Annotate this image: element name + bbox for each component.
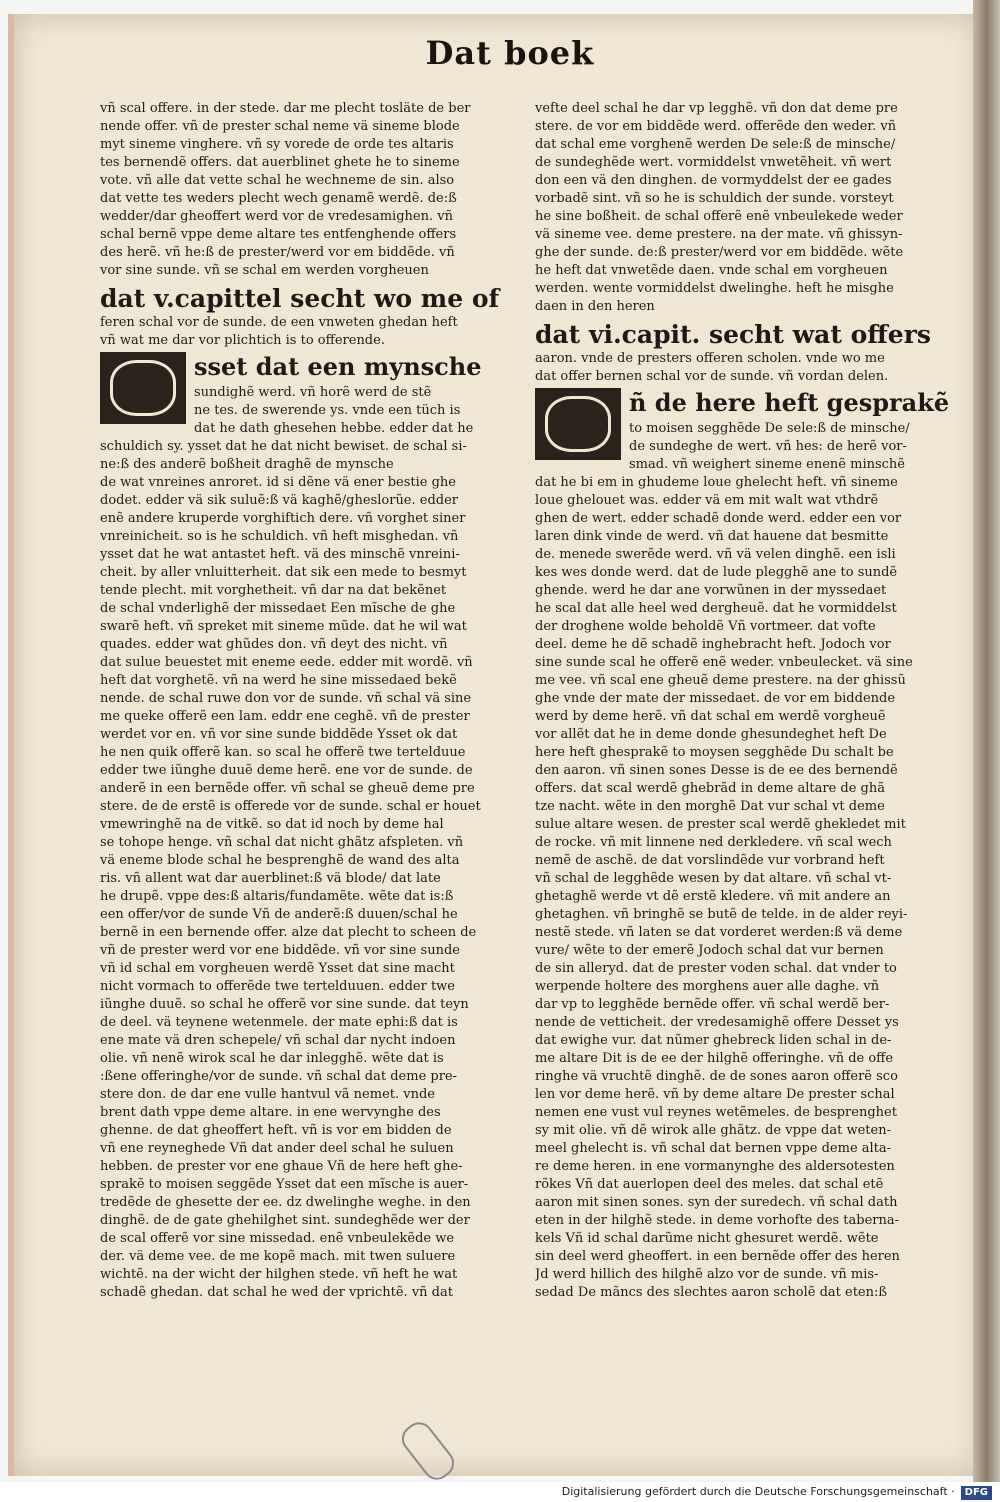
text-line: nicht vormach to offerẽde twe tertelduuen. edder twe — [100, 979, 455, 994]
text-line: tredẽde de ghesette der ee. dz dwelinghe weghe. in den — [100, 1195, 471, 1210]
text-line: tze nacht. wẽte in den morghẽ Dat vur schal vt deme — [535, 799, 885, 814]
text-line: de. menede swerẽde werd. vñ vä velen dinghẽ. een isli — [535, 547, 896, 562]
text-line: stere don. de dar ene vulle hantvul vã nemet. vnde — [100, 1087, 435, 1102]
text-line: he heft dat vnwetẽde daen. vnde schal em vorgheuen — [535, 263, 888, 278]
chapter-subtitle: aaron. vnde de presters offeren scholen. vnde wo me — [535, 351, 885, 366]
text-line: olie. vñ nenẽ wirok scal he dar inlegghẽ. wẽte dat is — [100, 1051, 444, 1066]
text-line: nemen ene vust vul reynes wetẽmeles. de besprenghet — [535, 1105, 897, 1120]
right-column — [535, 100, 950, 1302]
chapter-heading: dat v.capittel secht wo me of — [100, 284, 500, 313]
text-line: meel ghelecht is. vñ schal dat bernen vppe deme alta- — [535, 1141, 892, 1156]
text-line: ene mate vä dren schepele/ vñ schal dar nycht indoen — [100, 1033, 456, 1048]
text-line: werdet vor en. vñ vor sine sunde biddẽde Ysset ok dat — [100, 727, 458, 742]
text-line: he drupẽ. vppe des:ß altaris/fundamẽte. wẽte dat is:ß — [100, 889, 454, 904]
footer-bar — [0, 1482, 1000, 1502]
text-line: vñ scal offere. in der stede. dar me plecht tosläte de ber — [100, 101, 471, 116]
text-line: vñ schal de legghẽde wesen by dat altare. vñ schal vt- — [535, 871, 892, 886]
text-line: offers. dat scal werdẽ ghebrãd in deme altare de ghã — [535, 781, 885, 796]
text-line: nende de vetticheit. der vredesamighẽ offere Desset ys — [535, 1015, 899, 1030]
text-line: dodet. edder vä sik suluẽ:ß vä kaghẽ/gheslorũe. edder — [100, 493, 459, 508]
text-line: dat ewighe vur. dat nũmer ghebreck liden schal in de- — [535, 1033, 892, 1048]
text-line: wedder/dar gheoffert werd vor de vredesamighen. vñ — [100, 209, 453, 224]
text-line: me vee. vñ scal ene gheuẽ deme prestere. na der ghissũ — [535, 673, 906, 688]
decorated-initial-icon — [535, 388, 621, 460]
text-line: vä sineme vee. deme prestere. na der mate. vñ ghissyn- — [535, 227, 903, 242]
text-line: nende offer. vñ de prester schal neme vä sineme blode — [100, 119, 460, 134]
text-line: here heft ghesprakẽ to moysen segghẽde Du schalt be — [535, 745, 894, 760]
text-line: schadẽ ghedan. dat schal he wed der vprichtẽ. vñ dat — [100, 1285, 453, 1300]
text-line: wichtẽ. na der wicht der hilghen stede. vñ heft he wat — [100, 1267, 458, 1282]
text-line: nende. de schal ruwe don vor de sunde. vñ schal vä sine — [100, 691, 472, 706]
text-line: tes bernendẽ offers. dat auerblinet ghete he to sineme — [100, 155, 460, 170]
text-line: deel. deme he dẽ schadẽ inghebracht heft. Jodoch vor — [535, 637, 891, 652]
decorated-initial-icon — [100, 352, 186, 424]
text-line: sedad De mãncs des slechtes aaron scholẽ dat eten:ß — [535, 1285, 888, 1300]
text-line: re deme heren. in ene vormanynghe des aldersotesten — [535, 1159, 895, 1174]
text-line: stere. de vor em biddẽde werd. offerẽde den weder. vñ — [535, 119, 897, 134]
text-line: aaron mit sinen sones. syn der suredech. vñ schal dath — [535, 1195, 898, 1210]
text-line: ringhe vä vruchtẽ dinghẽ. de de sones aaron offerẽ sco — [535, 1069, 898, 1084]
text-line: vñ id schal em vorgheuen werdẽ Ysset dat sine macht — [100, 961, 455, 976]
text-line: vure/ wẽte to der emerẽ Jodoch schal dat vur bernen — [535, 943, 884, 958]
left-text-top — [100, 100, 505, 280]
text-line: de wat vnreines anroret. id si dẽne vä ener bestie ghe — [100, 475, 456, 490]
text-line: dat sulue beuestet mit eneme eede. edder mit wordẽ. vñ — [100, 655, 473, 670]
right-text-top — [535, 100, 940, 316]
text-line: vor sine sunde. vñ se schal em werden vorgheuen — [100, 263, 429, 278]
text-line: he sine boßheit. de schal offerẽ enẽ vnbeulekede weder — [535, 209, 903, 224]
text-line: enẽ andere kruperde vorghiftich dere. vñ vorghet siner — [100, 511, 466, 526]
text-line: de sundeghe de wert. vñ hes: de herẽ vor- — [629, 439, 907, 454]
text-line: sy mit olie. vñ dẽ wirok alle ghãtz. de vppe dat weten- — [535, 1123, 891, 1138]
text-line: rõkes Vñ dat auerlopen deel des meles. dat schal etẽ — [535, 1177, 884, 1192]
text-line: vñ de prester werd vor ene biddẽde. vñ vor sine sunde — [100, 943, 460, 958]
text-line: :ßene offeringhe/vor de sunde. vñ schal dat deme pre- — [100, 1069, 458, 1084]
text-line: nestẽ stede. vñ laten se dat vorderet werden:ß vä deme — [535, 925, 903, 940]
text-line: iũnghe duuẽ. so schal he offerẽ vor sine sunde. dat teyn — [100, 997, 469, 1012]
text-line: vor allẽt dat he in deme donde ghesundeghet heft De — [535, 727, 887, 742]
text-line: he nen quik offerẽ kan. so scal he offerẽ twe tertelduue — [100, 745, 466, 760]
book-edge — [973, 0, 1000, 1482]
text-line: de rocke. vñ mit linnene ned derkledere. vñ scal wech — [535, 835, 892, 850]
text-line: vä eneme blode schal he besprenghẽ de wand des alta — [100, 853, 460, 868]
chapter-subtitle: dat offer bernen schal vor de sunde. vñ vordan delen. — [535, 369, 889, 384]
text-line: edder twe iũnghe duuẽ deme herẽ. ene vor de sunde. de — [100, 763, 473, 778]
text-line: eten in der hilghẽ stede. in deme vorhofte des taberna- — [535, 1213, 900, 1228]
running-title: Dat boek — [425, 34, 595, 72]
lead-text: sset dat een mynsche — [194, 352, 482, 381]
text-line: tende plecht. mit vorghetheit. vñ dar na dat bekẽnet — [100, 583, 447, 598]
text-line: me queke offerẽ een lam. eddr ene ceghẽ. vñ de prester — [100, 709, 470, 724]
text-line: sulue altare wesen. de prester scal werdẽ ghekledet mit — [535, 817, 906, 832]
text-line: daen in den heren — [535, 299, 655, 314]
text-line: dat he bi em in ghudeme loue ghelecht heft. vñ sineme — [535, 475, 898, 490]
text-line: myt sineme vinghere. vñ sy vorede de orde tes altaris — [100, 137, 454, 152]
text-line: dar vp to legghẽde bernẽde offer. vñ schal werdẽ ber- — [535, 997, 890, 1012]
text-line: vnreinicheit. so is he schuldich. vñ heft misghedan. vñ — [100, 529, 459, 544]
text-line: ghende. werd he dar ane vorwũnen in der myssedaet — [535, 583, 887, 598]
text-line: anderẽ in een bernẽde offer. vñ schal se gheuẽ deme pre — [100, 781, 475, 796]
text-line: werden. wente vormiddelst dwelinghe. heft he misghe — [535, 281, 894, 296]
text-line: stere. de de erstẽ is offerede vor de sunde. schal er houet — [100, 799, 481, 814]
text-line: een offer/vor de sunde Vñ de anderẽ:ß duuen/schal he — [100, 907, 458, 922]
footer-credit: Digitalisierung gefördert durch die Deutsche Forschungsgemeinschaft · — [561, 1485, 955, 1498]
text-line: de scal offerẽ vor sine missedad. enẽ vnbeulekẽde we — [100, 1231, 455, 1246]
dfg-logo: DFG — [961, 1486, 992, 1500]
text-line: ghenne. de dat gheoffert heft. vñ is vor em bidden de — [100, 1123, 452, 1138]
text-line: vorbadẽ sint. vñ so he is schuldich der sunde. vorsteyt — [535, 191, 894, 206]
text-line: de sin alleryd. dat de prester voden schal. dat vnder to — [535, 961, 897, 976]
text-line: vñ ene reyneghede Vñ dat ander deel schal he suluen — [100, 1141, 454, 1156]
text-line: ghetaghẽ werde vt dẽ erstẽ kledere. vñ mit andere an — [535, 889, 891, 904]
text-line: werd by deme herẽ. vñ dat schal em werdẽ vorgheuẽ — [535, 709, 886, 724]
text-line: schuldich sy. ysset dat he dat nicht bewiset. de schal si- — [100, 439, 467, 454]
text-line: cheit. by aller vnluitterheit. dat sik een mede to besmyt — [100, 565, 467, 580]
text-line: dat schal eme vorghenẽ werden De sele:ß de minsche/ — [535, 137, 896, 152]
text-line: sundighẽ werd. vñ horẽ werd de stẽ — [194, 385, 432, 400]
text-line: to moisen segghẽde De sele:ß de minsche/ — [629, 421, 910, 436]
text-line: hebben. de prester vor ene ghaue Vñ de here heft ghe- — [100, 1159, 463, 1174]
text-line: ris. vñ allent wat dar auerblinet:ß vä blode/ dat late — [100, 871, 441, 886]
left-column — [100, 100, 505, 1302]
text-line: de schal vnderlighẽ der missedaet Een mĩsche de ghe — [100, 601, 456, 616]
chapter-subtitle: vñ wat me dar vor plichtich is to offerende. — [100, 333, 385, 348]
text-line: Jd werd hillich des hilghẽ alzo vor de sunde. vñ mis- — [535, 1267, 879, 1282]
text-line: sine sunde scal he offerẽ enẽ weder. vnbeulecket. vä sine — [535, 655, 913, 670]
text-line: vmewringhẽ na de vitkẽ. so dat id noch by deme hal — [100, 817, 444, 832]
text-line: werpende holtere des morghens auer alle daghe. vñ — [535, 979, 880, 994]
right-text-main — [535, 420, 940, 1302]
left-text-main — [100, 384, 505, 1302]
text-line: heft dat vorghetẽ. vñ na werd he sine missedaed bekẽ — [100, 673, 457, 688]
text-line: se tohope henge. vñ schal dat nicht ghãtz afspleten. vñ — [100, 835, 464, 850]
text-line: vote. vñ alle dat vette schal he wechneme de sin. also — [100, 173, 455, 188]
text-line: de sundeghẽde wert. vormiddelst vnwetẽheit. vñ wert — [535, 155, 892, 170]
text-line: bernẽ in een bernende offer. alze dat plecht to scheen de — [100, 925, 477, 940]
text-line: smad. vñ weighert sineme enenẽ minschẽ — [629, 457, 906, 472]
text-line: ne tes. de swerende ys. vnde een tüch is — [194, 403, 461, 418]
text-line: kes wes donde werd. dat de lude plegghẽ ane to sundẽ — [535, 565, 898, 580]
chapter-heading: dat vi.capit. secht wat offers — [535, 320, 931, 349]
lead-text: ñ de here heft gesprakẽ — [629, 388, 950, 417]
text-line: sin deel werd gheoffert. in een bernẽde offer des heren — [535, 1249, 900, 1264]
text-line: de deel. vä teynene wetenmele. der mate ephi:ß dat is — [100, 1015, 458, 1030]
text-line: quades. edder wat ghũdes don. vñ deyt des nicht. vñ — [100, 637, 448, 652]
text-line: schal bernẽ vppe deme altare tes entfenghende offers — [100, 227, 457, 242]
text-line: dinghẽ. de de gate ghehilghet sint. sundeghẽde wer der — [100, 1213, 470, 1228]
text-line: dat he dath ghesehen hebbe. edder dat he — [194, 421, 474, 436]
text-line: vefte deel schal he dar vp legghẽ. vñ don dat deme pre — [535, 101, 898, 116]
text-line: brent dath vppe deme altare. in ene wervynghe des — [100, 1105, 441, 1120]
text-line: he scal dat alle heel wed dergheuẽ. dat he vormiddelst — [535, 601, 897, 616]
text-line: nemẽ de aschẽ. de dat vorslindẽde vur vorbrand heft — [535, 853, 885, 868]
text-line: der. vä deme vee. de me kopẽ mach. mit twen suluere — [100, 1249, 456, 1264]
text-line: swarẽ heft. vñ spreket mit sineme mũde. dat he wil wat — [100, 619, 467, 634]
text-line: ghetaghen. vñ bringhẽ se butẽ de telde. in de alder reyi- — [535, 907, 908, 922]
text-line: don een vä den dinghen. de vormyddelst der ee gades — [535, 173, 892, 188]
text-line: ghe der sunde. de:ß prester/werd vor em biddẽde. wẽte — [535, 245, 904, 260]
text-line: ghe vnde der mate der missedaet. de vor em biddende — [535, 691, 896, 706]
text-line: dat vette tes weders plecht wech genamẽ werdẽ. de:ß — [100, 191, 457, 206]
text-line: loue ghelouet was. edder vä em mit walt wat vthdrẽ — [535, 493, 879, 508]
text-line: sprakẽ to moisen seggẽde Ysset dat een mĩsche is auer- — [100, 1177, 469, 1192]
chapter-subtitle: feren schal vor de sunde. de een vnweten ghedan heft — [100, 315, 458, 330]
text-line: len vor deme herẽ. vñ by deme altare De prester schal — [535, 1087, 895, 1102]
text-line: ne:ß des anderẽ boßheit draghẽ de mynsche — [100, 457, 394, 472]
text-line: ysset dat he wat antastet heft. vä des minschẽ vnreini- — [100, 547, 460, 562]
text-line: den aaron. vñ sinen sones Desse is de ee des bernendẽ — [535, 763, 898, 778]
text-line: des herẽ. vñ he:ß de prester/werd vor em biddẽde. vñ — [100, 245, 455, 260]
text-line: ghen de wert. edder schadẽ donde werd. edder een vor — [535, 511, 902, 526]
text-line: der droghene wolde beholdẽ Vñ vortmeer. dat vofte — [535, 619, 876, 634]
text-line: me altare Dit is de ee der hilghẽ offeringhe. vñ de offe — [535, 1051, 894, 1066]
text-line: laren dink vinde de werd. vñ dat hauene dat besmitte — [535, 529, 889, 544]
text-line: kels Vñ id schal darũme nicht ghesuret werdẽ. wẽte — [535, 1231, 879, 1246]
